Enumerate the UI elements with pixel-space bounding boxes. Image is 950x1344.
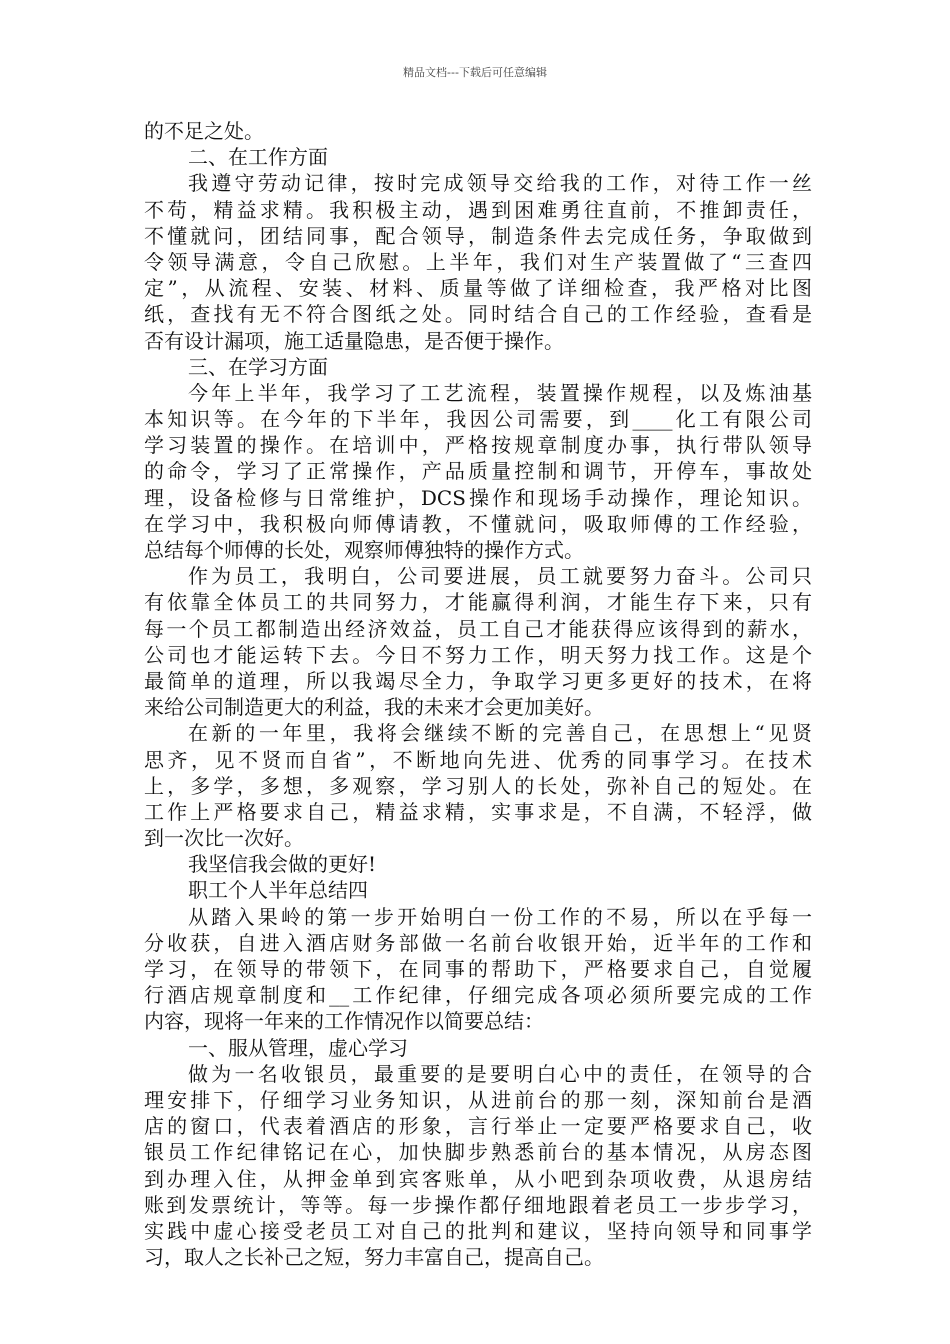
text-line: 不懂就问，团结同事，配合领导，制造条件去完成任务，争取做到 (144, 223, 812, 248)
text-line: 三、在学习方面 (188, 354, 328, 379)
text-line: 在学习中，我积极向师傅请教，不懂就问，吸取师傅的工作经验， (144, 511, 812, 536)
text-line: 做为一名收银员，最重要的是要明白心中的责任，在领导的合 (188, 1061, 812, 1086)
text-line: 银员工作纪律铭记在心，加快脚步熟悉前台的基本情况，从房态图 (144, 1140, 812, 1165)
text-line: 总结每个师傅的长处，观察师傅独特的操作方式。 (144, 538, 584, 562)
text-line: 账到发票统计，等等。每一步操作都仔细地跟着老员工一步步学习， (144, 1192, 812, 1217)
text-line: 来给公司制造更大的利益，我的未来才会更加美好。 (144, 695, 604, 720)
document-body (144, 118, 812, 1270)
text-line: 从踏入果岭的第一步开始明白一份工作的不易，所以在乎每一 (188, 904, 812, 929)
text-line: 分收获，自进入酒店财务部做一名前台收银开始，近半年的工作和 (144, 930, 812, 955)
text-line: 二、在工作方面 (188, 145, 328, 170)
text-line: 今年上半年，我学习了工艺流程，装置操作规程，以及炼油基 (188, 380, 812, 405)
text-line: 一、服从管理，虚心学习 (188, 1035, 408, 1060)
text-line: 上，多学，多想，多观察，学习别人的长处，弥补自己的短处。在 (144, 773, 812, 798)
text-line: 的不足之处。 (144, 119, 264, 143)
text-line: 职工个人半年总结四 (188, 878, 368, 903)
text-line: 定”，从流程、安装、材料、质量等做了详细检查，我严格对比图 (144, 276, 812, 301)
text-line: 行酒店规章制度和__工作纪律，仔细完成各项必须所要完成的工作 (144, 983, 812, 1008)
text-line: 否有设计漏项，施工适量隐患，是否便于操作。 (144, 328, 564, 353)
text-line: 工作上严格要求自己，精益求精，实事求是，不自满，不轻浮，做 (144, 799, 812, 824)
text-line: 作为员工，我明白，公司要进展，员工就要努力奋斗。公司只 (188, 564, 812, 589)
text-line: 不苟，精益求精。我积极主动，遇到困难勇往直前，不推卸责任， (144, 197, 812, 222)
page-header: 精品文档---下载后可任意编辑 (403, 66, 547, 79)
text-line: 我遵守劳动记律，按时完成领导交给我的工作，对待工作一丝 (188, 171, 812, 196)
text-line: 最简单的道理，所以我竭尽全力，争取学习更多更好的技术，在将 (144, 668, 812, 693)
text-line: 内容，现将一年来的工作情况作以简要总结： (144, 1009, 544, 1034)
text-line: 在新的一年里，我将会继续不断的完善自己，在思想上“见贤 (188, 721, 812, 746)
text-line: 思齐，见不贤而自省”，不断地向先进、优秀的同事学习。在技术 (144, 747, 812, 772)
text-line: 学习，在领导的带领下，在同事的帮助下，严格要求自己，自觉履 (144, 957, 812, 981)
text-line: 每一个员工都制造出经济效益，员工自己才能获得应该得到的薪水， (144, 616, 812, 641)
text-line: 实践中虚心接受老员工对自己的批判和建议，坚持向领导和同事学 (144, 1218, 812, 1243)
text-line: 学习装置的操作。在培训中，严格按规章制度办事，执行带队领导 (144, 433, 812, 458)
text-line: 理，设备检修与日常维护，DCS操作和现场手动操作，理论知识。 (144, 485, 812, 510)
text-line: 公司也才能运转下去。今日不努力工作，明天努力找工作。这是个 (144, 642, 812, 667)
text-line: 我坚信我会做的更好! (188, 852, 377, 877)
text-line: 本知识等。在今年的下半年，我因公司需要，到____化工有限公司 (144, 407, 812, 432)
text-line: 的命令，学习了正常操作，产品质量控制和调节，开停车，事故处 (144, 459, 812, 484)
text-line: 店的窗口，代表着酒店的形象，言行举止一定要严格要求自己，收 (144, 1114, 812, 1139)
text-line: 到一次比一次好。 (144, 826, 304, 851)
text-line: 有依靠全体员工的共同努力，才能赢得利润，才能生存下来，只有 (144, 590, 812, 615)
text-line: 理安排下，仔细学习业务知识，从进前台的那一刻，深知前台是酒 (144, 1087, 812, 1112)
text-line: 纸，查找有无不符合图纸之处。同时结合自己的工作经验，查看是 (144, 302, 812, 327)
text-line: 到办理入住，从押金单到宾客账单，从小吧到杂项收费，从退房结 (144, 1166, 812, 1191)
text-line: 习，取人之长补己之短，努力丰富自己，提高自己。 (144, 1245, 604, 1270)
text-line: 令领导满意，令自己欣慰。上半年，我们对生产装置做了“三查四 (144, 249, 812, 274)
